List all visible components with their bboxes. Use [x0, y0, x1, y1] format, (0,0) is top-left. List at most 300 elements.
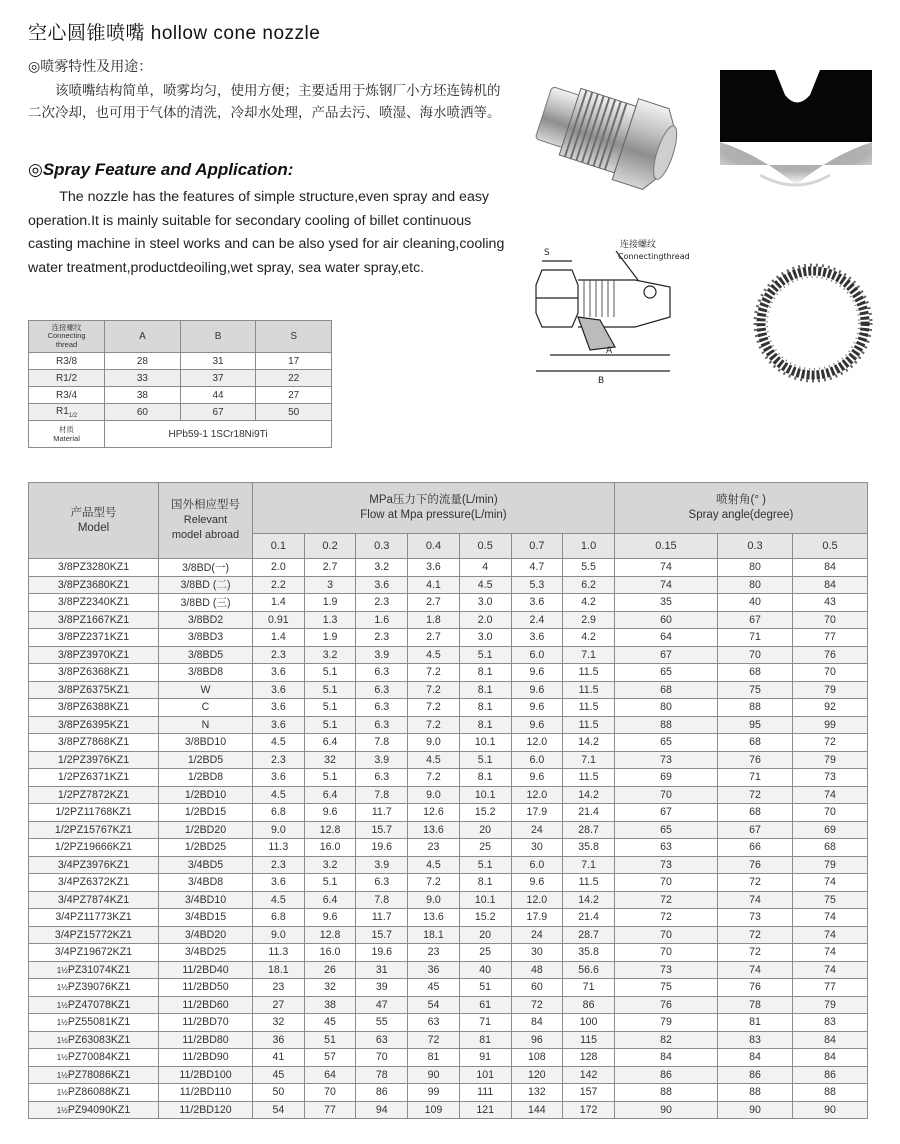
flow-value-cell: 7.1: [563, 751, 615, 769]
flow-value-cell: 70: [356, 1049, 408, 1067]
model-cell: [29, 804, 159, 822]
relevant-model-cell: 3/4BD15: [159, 909, 253, 927]
model-cell: [29, 874, 159, 892]
model-cell: [29, 646, 159, 664]
model-value: 3/8PZ6375KZ1: [57, 683, 130, 696]
angle-value-cell: 76: [792, 646, 867, 664]
cn-section-heading: ◎喷雾特性及用途：: [28, 58, 153, 74]
model-value: 3/8PZ2371KZ1: [57, 631, 130, 644]
model-cell: [29, 699, 159, 717]
flow-value-cell: 9.0: [408, 891, 460, 909]
flow-value-cell: 41: [253, 1049, 305, 1067]
relevant-model-cell: 11/2BD110: [159, 1084, 253, 1102]
flow-value-cell: 91: [459, 1049, 511, 1067]
model-cell: [29, 909, 159, 927]
model-value: 3/8PZ3280KZ1: [57, 561, 130, 574]
angle-value-cell: 60: [614, 611, 717, 629]
model-value: 3/4PZ3976KZ1: [57, 858, 130, 871]
flow-value-cell: 144: [511, 1101, 563, 1119]
angle-value-cell: 80: [718, 576, 793, 594]
flow-value-cell: 19.6: [356, 839, 408, 857]
angle-value-cell: 76: [614, 996, 717, 1014]
dimension-row: [29, 370, 332, 387]
flow-value-cell: 7.2: [408, 769, 460, 787]
spray-pattern-ring: [755, 265, 871, 381]
relevant-model-cell: C: [159, 699, 253, 717]
flow-value-cell: 7.2: [408, 664, 460, 682]
flow-value-cell: 54: [253, 1101, 305, 1119]
thread-column-header: [29, 321, 105, 353]
flow-value-cell: 9.6: [511, 716, 563, 734]
angle-value-cell: 79: [614, 1014, 717, 1032]
flow-value-cell: 5.1: [459, 646, 511, 664]
flow-value-cell: 1.4: [253, 629, 305, 647]
flow-value-cell: 9.6: [511, 874, 563, 892]
model-value: 1/2PZ6371KZ1: [57, 771, 130, 784]
angle-pressure-header: 0.5: [792, 534, 867, 559]
flow-value-cell: 11.5: [563, 664, 615, 682]
angle-header-cn: 喷射角(° ): [715, 494, 766, 506]
cn-description: 该喷嘴结构简单，喷雾均匀，使用方便；主要适用于炼钢厂小方坯连铸机的二次冷却，也可用于气体的清洗，冷却水处理，产品去污、喷湿、海水喷洒等。: [28, 83, 501, 120]
flow-value-cell: 7.8: [356, 734, 408, 752]
angle-value-cell: 70: [614, 926, 717, 944]
specification-table: [28, 482, 868, 1119]
angle-value-cell: 74: [792, 909, 867, 927]
material-label-en: Material: [53, 434, 80, 443]
b-cell: 37: [180, 370, 256, 387]
table-row: [29, 664, 868, 682]
flow-value-cell: 9.6: [511, 699, 563, 717]
flow-value-cell: 45: [304, 1014, 356, 1032]
model-value: 3/8PZ2340KZ1: [57, 596, 130, 609]
flow-value-cell: 5.5: [563, 559, 615, 577]
angle-value-cell: 88: [718, 1084, 793, 1102]
dim-a-label: A: [606, 346, 613, 356]
angle-value-cell: 84: [718, 1049, 793, 1067]
angle-value-cell: 72: [718, 786, 793, 804]
flow-value-cell: 7.1: [563, 646, 615, 664]
table-row: [29, 961, 868, 979]
flow-value-cell: 35.8: [563, 944, 615, 962]
model-value: 3/4PZ7874KZ1: [57, 893, 130, 906]
model-value: 3/4PZ6372KZ1: [57, 876, 130, 889]
flow-value-cell: 172: [563, 1101, 615, 1119]
flow-value-cell: 1.9: [304, 629, 356, 647]
angle-value-cell: 86: [614, 1066, 717, 1084]
flow-value-cell: 5.1: [304, 681, 356, 699]
relevant-model-cell: 1/2BD8: [159, 769, 253, 787]
flow-value-cell: 4.1: [408, 576, 460, 594]
flow-value-cell: 47: [356, 996, 408, 1014]
flow-value-cell: 7.8: [356, 891, 408, 909]
table-row: [29, 611, 868, 629]
flow-value-cell: 1.8: [408, 611, 460, 629]
angle-value-cell: 86: [792, 1066, 867, 1084]
model-cell: [29, 1101, 159, 1119]
flow-value-cell: 23: [408, 839, 460, 857]
relevant-model-cell: 11/2BD50: [159, 979, 253, 997]
dimension-table: [28, 320, 332, 448]
angle-value-cell: 66: [718, 839, 793, 857]
flow-value-cell: 157: [563, 1084, 615, 1102]
material-value: HPb59-1 1SCr18Ni9Ti: [105, 421, 332, 448]
relevant-model-cell: 11/2BD80: [159, 1031, 253, 1049]
model-value: PZ70084KZ1: [67, 1051, 131, 1064]
flow-value-cell: 2.4: [511, 611, 563, 629]
flow-value-cell: 11.5: [563, 681, 615, 699]
model-header-cn: 产品型号: [70, 506, 117, 519]
angle-value-cell: 81: [718, 1014, 793, 1032]
flow-value-cell: 57: [304, 1049, 356, 1067]
model-cell: [29, 856, 159, 874]
flow-value-cell: 21.4: [563, 804, 615, 822]
flow-value-cell: 9.0: [253, 821, 305, 839]
model-cell: [29, 576, 159, 594]
flow-value-cell: 4.5: [253, 786, 305, 804]
model-header-en: Model: [77, 521, 110, 534]
b-cell: 44: [180, 387, 256, 404]
relevant-model-cell: 3/8BD8: [159, 664, 253, 682]
flow-value-cell: 7.2: [408, 681, 460, 699]
material-row: [29, 421, 332, 448]
flow-value-cell: 6.4: [304, 786, 356, 804]
flow-value-cell: 8.1: [459, 716, 511, 734]
flow-value-cell: 16.0: [304, 839, 356, 857]
flow-value-cell: 1.9: [304, 594, 356, 612]
flow-value-cell: 5.1: [304, 769, 356, 787]
angle-value-cell: 69: [614, 769, 717, 787]
flow-value-cell: 4.5: [253, 891, 305, 909]
model-value: PZ86088KZ1: [67, 1086, 131, 1099]
flow-value-cell: 23: [408, 944, 460, 962]
flow-value-cell: 5.1: [304, 664, 356, 682]
angle-value-cell: 84: [792, 1031, 867, 1049]
flow-value-cell: 1.6: [356, 611, 408, 629]
flow-value-cell: 32: [304, 979, 356, 997]
flow-value-cell: 40: [459, 961, 511, 979]
page-title: 空心圆锥喷嘴 hollow cone nozzle: [28, 23, 321, 44]
table-row: [29, 944, 868, 962]
flow-value-cell: 11.7: [356, 804, 408, 822]
flow-value-cell: 15.2: [459, 909, 511, 927]
flow-value-cell: 11.5: [563, 699, 615, 717]
flow-value-cell: 2.3: [356, 629, 408, 647]
model-prefix: 1½: [56, 1035, 68, 1045]
model-column-header: [29, 483, 159, 559]
flow-value-cell: 78: [356, 1066, 408, 1084]
relevant-model-cell: 1/2BD15: [159, 804, 253, 822]
s-cell: 50: [256, 404, 332, 421]
angle-value-cell: 80: [718, 559, 793, 577]
flow-value-cell: 8.1: [459, 874, 511, 892]
flow-value-cell: 27: [253, 996, 305, 1014]
flow-value-cell: 3.6: [408, 559, 460, 577]
flow-header-en: Flow at Mpa pressure(L/min): [360, 509, 507, 521]
thread-cell: R3/4: [29, 387, 105, 404]
flow-value-cell: 2.3: [356, 594, 408, 612]
angle-value-cell: 67: [718, 821, 793, 839]
flow-value-cell: 12.0: [511, 891, 563, 909]
angle-value-cell: 75: [718, 681, 793, 699]
angle-pressure-header: 0.15: [614, 534, 717, 559]
spray-photo: [720, 70, 872, 185]
flow-value-cell: 2.0: [459, 611, 511, 629]
model-value: PZ47078KZ1: [67, 998, 131, 1011]
flow-value-cell: 4.2: [563, 594, 615, 612]
angle-value-cell: 84: [792, 559, 867, 577]
flow-value-cell: 11.5: [563, 874, 615, 892]
angle-value-cell: 68: [792, 839, 867, 857]
angle-value-cell: 70: [614, 874, 717, 892]
flow-value-cell: 14.2: [563, 734, 615, 752]
angle-pressure-header: 0.3: [718, 534, 793, 559]
flow-value-cell: 12.0: [511, 734, 563, 752]
flow-value-cell: 55: [356, 1014, 408, 1032]
angle-value-cell: 72: [718, 874, 793, 892]
flow-value-cell: 6.3: [356, 699, 408, 717]
thread-main: R1: [55, 405, 69, 417]
table-row: [29, 559, 868, 577]
flow-value-cell: 15.2: [459, 804, 511, 822]
angle-value-cell: 78: [718, 996, 793, 1014]
flow-value-cell: 5.1: [459, 751, 511, 769]
angle-value-cell: 88: [792, 1084, 867, 1102]
flow-value-cell: 9.6: [511, 769, 563, 787]
flow-value-cell: 11.3: [253, 944, 305, 962]
model-cell: [29, 961, 159, 979]
flow-value-cell: 20: [459, 926, 511, 944]
flow-value-cell: 61: [459, 996, 511, 1014]
relevant-header-cn: 国外相应型号: [171, 499, 240, 511]
angle-value-cell: 74: [614, 559, 717, 577]
flow-value-cell: 10.1: [459, 891, 511, 909]
flow-value-cell: 120: [511, 1066, 563, 1084]
table-row: [29, 594, 868, 612]
flow-value-cell: 3.6: [511, 594, 563, 612]
angle-value-cell: 74: [718, 891, 793, 909]
table-row: [29, 839, 868, 857]
angle-value-cell: 76: [718, 979, 793, 997]
model-cell: [29, 1049, 159, 1067]
angle-value-cell: 77: [792, 979, 867, 997]
flow-value-cell: 9.0: [408, 734, 460, 752]
flow-value-cell: 3.2: [356, 559, 408, 577]
thread-header-cn: 连接螺纹: [51, 322, 82, 332]
table-row: [29, 734, 868, 752]
table-row: [29, 979, 868, 997]
flow-value-cell: 4.5: [459, 576, 511, 594]
model-value: 3/8PZ6388KZ1: [57, 701, 130, 714]
angle-value-cell: 84: [792, 576, 867, 594]
model-prefix: 1½: [56, 1105, 68, 1115]
angle-value-cell: 70: [718, 646, 793, 664]
flow-value-cell: 17.9: [511, 909, 563, 927]
table-row: [29, 1066, 868, 1084]
angle-value-cell: 68: [718, 804, 793, 822]
flow-value-cell: 3.6: [253, 681, 305, 699]
table-row: [29, 856, 868, 874]
dimension-row: [29, 404, 332, 421]
flow-value-cell: 5.1: [304, 716, 356, 734]
flow-value-cell: 3: [304, 576, 356, 594]
model-cell: [29, 664, 159, 682]
dimension-row: [29, 387, 332, 404]
relevant-model-cell: 3/8BD3: [159, 629, 253, 647]
flow-value-cell: 109: [408, 1101, 460, 1119]
flow-pressure-header: 1.0: [563, 534, 615, 559]
flow-value-cell: 6.3: [356, 716, 408, 734]
flow-value-cell: 5.1: [304, 699, 356, 717]
flow-value-cell: 16.0: [304, 944, 356, 962]
angle-value-cell: 79: [792, 681, 867, 699]
angle-value-cell: 70: [792, 611, 867, 629]
model-value: 3/4PZ19672KZ1: [54, 946, 133, 959]
angle-value-cell: 79: [792, 751, 867, 769]
flow-value-cell: 56.6: [563, 961, 615, 979]
flow-pressure-header: 0.7: [511, 534, 563, 559]
angle-value-cell: 80: [614, 699, 717, 717]
table-row: [29, 1101, 868, 1119]
flow-value-cell: 6.0: [511, 646, 563, 664]
angle-value-cell: 72: [718, 944, 793, 962]
model-value: 3/8PZ6395KZ1: [57, 718, 130, 731]
model-cell: [29, 1031, 159, 1049]
flow-value-cell: 9.6: [304, 909, 356, 927]
table-row: [29, 716, 868, 734]
model-cell: [29, 1014, 159, 1032]
flow-value-cell: 121: [459, 1101, 511, 1119]
relevant-model-cell: 3/8BD (三): [159, 594, 253, 612]
table-row: [29, 1014, 868, 1032]
model-cell: [29, 786, 159, 804]
flow-value-cell: 11.5: [563, 716, 615, 734]
table-row: [29, 926, 868, 944]
angle-value-cell: 68: [614, 681, 717, 699]
angle-value-cell: 73: [614, 751, 717, 769]
table-row: [29, 786, 868, 804]
relevant-model-cell: 11/2BD40: [159, 961, 253, 979]
angle-value-cell: 72: [614, 891, 717, 909]
flow-value-cell: 10.1: [459, 786, 511, 804]
table-row: [29, 1049, 868, 1067]
table-row: [29, 769, 868, 787]
model-cell: [29, 944, 159, 962]
flow-value-cell: 51: [459, 979, 511, 997]
flow-value-cell: 77: [304, 1101, 356, 1119]
angle-value-cell: 92: [792, 699, 867, 717]
angle-value-cell: 71: [718, 769, 793, 787]
model-cell: [29, 559, 159, 577]
s-cell: 27: [256, 387, 332, 404]
flow-pressure-header: 0.1: [253, 534, 305, 559]
table-row: [29, 996, 868, 1014]
angle-value-cell: 83: [718, 1031, 793, 1049]
flow-value-cell: 7.2: [408, 699, 460, 717]
a-cell: 38: [105, 387, 181, 404]
material-label-cn: 材质: [59, 425, 75, 434]
flow-pressure-header: 0.5: [459, 534, 511, 559]
flow-pressure-header: 0.3: [356, 534, 408, 559]
flow-value-cell: 8.1: [459, 664, 511, 682]
model-prefix: 1½: [56, 1018, 68, 1028]
flow-value-cell: 3.6: [511, 629, 563, 647]
flow-value-cell: 28.7: [563, 821, 615, 839]
flow-value-cell: 13.6: [408, 821, 460, 839]
flow-value-cell: 31: [356, 961, 408, 979]
flow-value-cell: 12.0: [511, 786, 563, 804]
flow-value-cell: 3.2: [304, 856, 356, 874]
flow-value-cell: 48: [511, 961, 563, 979]
angle-value-cell: 99: [792, 716, 867, 734]
table-row: [29, 681, 868, 699]
angle-value-cell: 73: [614, 961, 717, 979]
flow-value-cell: 5.1: [459, 856, 511, 874]
model-cell: [29, 769, 159, 787]
angle-value-cell: 90: [718, 1101, 793, 1119]
relevant-model-cell: 3/4BD20: [159, 926, 253, 944]
flow-value-cell: 2.3: [253, 856, 305, 874]
table-row: [29, 646, 868, 664]
angle-value-cell: 73: [718, 909, 793, 927]
flow-value-cell: 25: [459, 839, 511, 857]
model-value: 1/2PZ7872KZ1: [57, 788, 130, 801]
angle-value-cell: 90: [614, 1101, 717, 1119]
relevant-header-en-1: Relevant: [183, 514, 228, 526]
flow-value-cell: 3.6: [253, 664, 305, 682]
angle-value-cell: 65: [614, 821, 717, 839]
flow-value-cell: 2.0: [253, 559, 305, 577]
angle-value-cell: 65: [614, 664, 717, 682]
col-b-header: B: [180, 321, 256, 353]
relevant-model-cell: 3/8BD (二): [159, 576, 253, 594]
flow-value-cell: 7.8: [356, 786, 408, 804]
flow-value-cell: 6.2: [563, 576, 615, 594]
flow-value-cell: 39: [356, 979, 408, 997]
angle-value-cell: 35: [614, 594, 717, 612]
angle-value-cell: 84: [614, 1049, 717, 1067]
flow-value-cell: 6.8: [253, 909, 305, 927]
model-prefix: 1½: [56, 965, 68, 975]
flow-value-cell: 7.1: [563, 856, 615, 874]
relevant-header-en-2: model abroad: [171, 529, 240, 541]
flow-value-cell: 45: [253, 1066, 305, 1084]
flow-value-cell: 2.9: [563, 611, 615, 629]
flow-value-cell: 6.0: [511, 751, 563, 769]
angle-value-cell: 70: [614, 786, 717, 804]
table-row: [29, 576, 868, 594]
relevant-model-cell: 3/4BD8: [159, 874, 253, 892]
relevant-model-cell: 3/4BD25: [159, 944, 253, 962]
flow-value-cell: 51: [304, 1031, 356, 1049]
thread-header-en-1: Connecting: [47, 331, 86, 341]
flow-value-cell: 100: [563, 1014, 615, 1032]
flow-column-group-header: [253, 483, 615, 534]
model-value: PZ63083KZ1: [67, 1033, 131, 1046]
table-row: [29, 699, 868, 717]
s-cell: 22: [256, 370, 332, 387]
flow-value-cell: 30: [511, 944, 563, 962]
table-row: [29, 891, 868, 909]
angle-value-cell: 65: [614, 734, 717, 752]
flow-value-cell: 99: [408, 1084, 460, 1102]
flow-value-cell: 2.3: [253, 646, 305, 664]
table-row: [29, 821, 868, 839]
flow-value-cell: 6.3: [356, 664, 408, 682]
model-value: PZ78086KZ1: [67, 1068, 131, 1081]
flow-value-cell: 6.3: [356, 681, 408, 699]
angle-value-cell: 70: [614, 944, 717, 962]
relevant-model-cell: 11/2BD60: [159, 996, 253, 1014]
